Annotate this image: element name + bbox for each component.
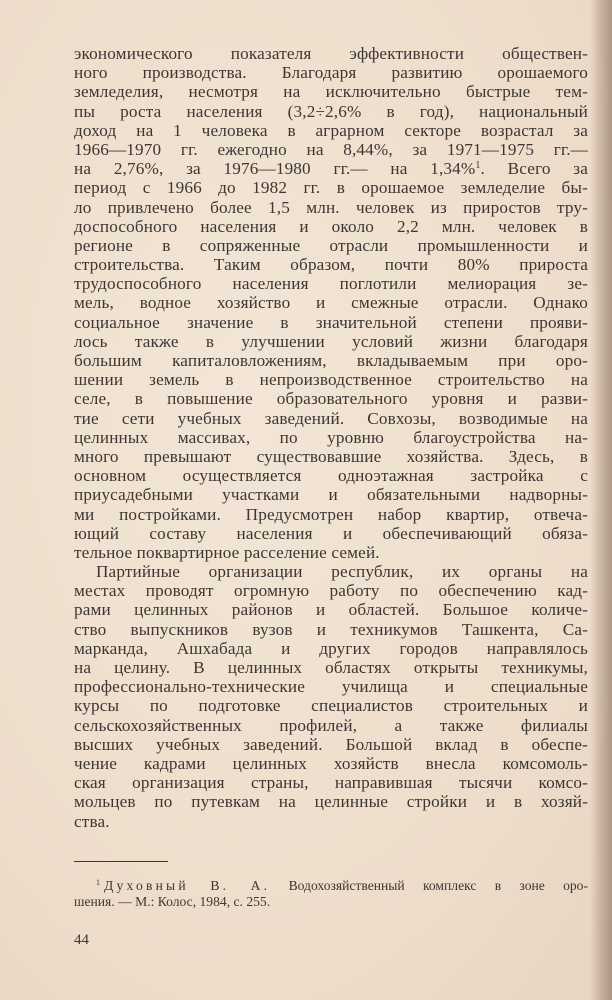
text-line: экономического показателя эффективности обществен- <box>74 44 588 63</box>
footnote-line: шения. — М.: Колос, 1984, с. 255. <box>74 894 271 909</box>
text-line: ло привлечено более 1,5 млн. человек из приростов тру- <box>74 197 588 217</box>
text-line: рами целинных районов и областей. Большое количе- <box>74 600 588 620</box>
footnote-line <box>74 878 588 894</box>
text-line: трудоспособного населения поглотили мелиорация зе- <box>74 274 588 294</box>
text-line: ство выпускников вузов и техникумов Ташкента, Са- <box>74 619 588 639</box>
text-line: пы роста населения (3,2÷2,6% в год), национальный <box>74 101 588 121</box>
footnote-reference: 1 <box>475 160 481 172</box>
text-line: строительства. Таким образом, почти 80% прироста <box>74 255 588 275</box>
text-line: мольцев по путевкам на целинные стройки и в хозяй- <box>74 792 588 812</box>
text-line: профессионально-технические училища и специальные <box>74 677 588 697</box>
text-line: местах проводят огромную работу по обеспечению кад- <box>74 581 588 601</box>
text-line: на целину. В целинных областях открыты техникумы, <box>74 658 588 677</box>
text-line: ская организация страны, направившая тысячи комсо- <box>74 773 588 793</box>
text-line: тие сети учебных заведений. Совхозы, возводимые на <box>74 408 588 428</box>
text-line: целинных массивах, по уровню благоустройства на- <box>74 427 588 447</box>
text-line: много превышают существовавшие хозяйства. Здесь, в <box>74 446 588 466</box>
footnote <box>74 878 588 910</box>
body-text <box>74 44 588 831</box>
text-line: ющий составу населения и обеспечивающий обяза- <box>74 523 588 543</box>
text-line: сельскохозяйственных профилей, а также филиалы <box>74 715 588 735</box>
text-line: социальное значение в значительной степени прояви- <box>74 312 588 332</box>
paragraph-last-line: тельное поквартирное расселение семей. <box>74 542 380 562</box>
text-line-with-footnote-ref <box>74 159 588 178</box>
footnote-divider <box>74 861 168 862</box>
text-line: регионе в сопряженные отрасли промышленности и <box>74 235 588 255</box>
text-line: 1966—1970 гг. ежегодно на 8,44%, за 1971—1975 гг.— <box>74 139 588 159</box>
paragraph-first-line: Партийные организации республик, их органы на <box>96 562 588 582</box>
text-line: период с 1966 до 1982 гг. в орошаемое земледелие бы- <box>74 178 588 198</box>
page-number: 44 <box>74 932 89 948</box>
text-line: большим капиталовложениям, вкладываемым при оро- <box>74 351 588 370</box>
text-line: приусадебными участками и обязательными надворны- <box>74 485 588 505</box>
text-line: мель, водное хозяйство и смежные отрасли. Однако <box>74 293 588 313</box>
text-line: шении земель в непроизводственное строительство на <box>74 370 588 390</box>
text-line: марканда, Ашхабада и других городов направлялось <box>74 638 588 658</box>
text-line: лось также в улучшении условий жизни благодаря <box>74 331 588 351</box>
text-segment: на 2,76%, за 1976—1980 гг.— на 1,34% <box>74 159 476 179</box>
footnote-author: Духовный В. А. <box>104 878 271 893</box>
text-line: ного производства. Благодаря развитию орошаемого <box>74 63 588 83</box>
text-line: селе, в повышение образовательного уровня и разви- <box>74 389 588 409</box>
text-line: доспособного населения и около 2,2 млн. человек в <box>74 216 588 236</box>
text-line: доход на 1 человека в аграрном секторе возрастал за <box>74 120 588 140</box>
text-line: высших учебных заведений. Большой вклад в обеспе- <box>74 734 588 754</box>
text-line: курсы по подготовке специалистов строительных и <box>74 696 588 716</box>
text-line: основном осуществляется одноэтажная застройка с <box>74 466 588 486</box>
footnote-marker: 1 <box>96 878 100 887</box>
text-line: земледелия, несмотря на исключительно быстрые тем- <box>74 82 588 102</box>
paragraph-last-line: ства. <box>74 811 110 831</box>
text-line: чение кадрами целинных хозяйств внесла комсомоль- <box>74 753 588 773</box>
text-segment: . Всего за <box>480 159 588 179</box>
footnote-title: Водохозяйственный комплекс в зоне оро- <box>288 878 588 893</box>
text-line: ми постройками. Предусмотрен набор квартир, отвеча- <box>74 504 588 524</box>
